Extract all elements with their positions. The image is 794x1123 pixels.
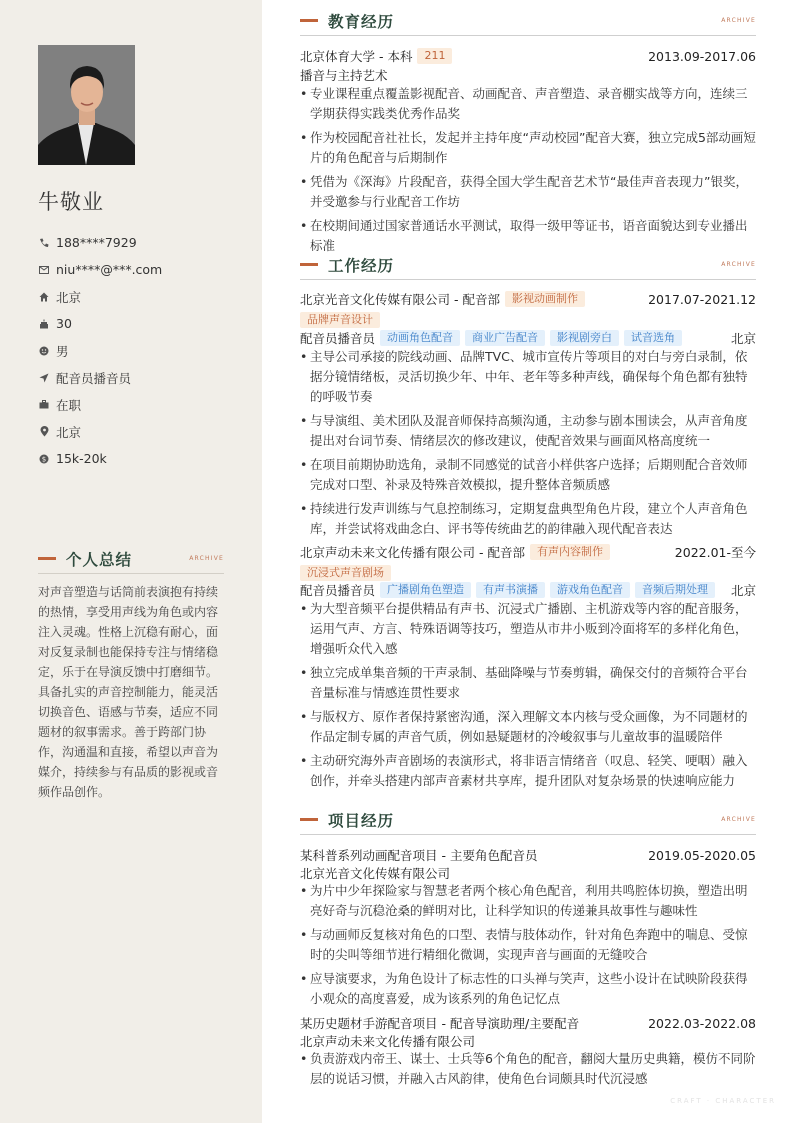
position-row (38, 364, 238, 391)
job-role-row (300, 581, 756, 599)
salary-row (38, 445, 238, 472)
list-item: • 与导演组、美术团队及混音师保持高频沟通，主动参与剧本围读会，从声音角度提出对台词节奏、情绪层次的修改建议，使配音效果与画面风格高度统一 (300, 411, 756, 451)
skill-tag: 有声书演播 (476, 582, 545, 598)
project-org-row (300, 1032, 756, 1050)
phone-row (38, 229, 238, 256)
job-location: 北京 (730, 583, 756, 598)
money-icon (38, 453, 50, 465)
job-tag-row (300, 311, 756, 329)
education-school-row (300, 47, 756, 65)
project-period: 2022.03-2022.08 (648, 1015, 756, 1031)
project-org: 北京光音文化传媒有限公司 (300, 866, 451, 881)
job-company-row (300, 290, 756, 308)
school-badge: 211 (417, 48, 452, 64)
project-bullets (300, 881, 756, 1013)
city-text: 北京 (56, 289, 82, 305)
watermark: CRAFT · CHARACTER (670, 1097, 776, 1105)
company-name: 北京声动未来文化传播有限公司 - 配音部 (300, 545, 525, 560)
salary-text: 15k-20k (56, 451, 107, 466)
summary-archive-label: ARCHIVE (189, 555, 224, 562)
project-period: 2019.05-2020.05 (648, 847, 756, 863)
list-item: • 为片中少年探险家与智慧老者两个核心角色配音，利用共鸣腔体切换，塑造出明亮好奇与沉稳沧桑的鲜明对比，让科学知识的传递兼具故事性与趣味性 (300, 881, 756, 921)
list-item: • 主导公司承接的院线动画、品牌TVC、城市宣传片等项目的对白与旁白录制，依据分镜情绪板，灵活切换少年、中年、老年等多种声线，确保每个角色都有独特的呼吸节奏 (300, 347, 756, 407)
company-name: 北京光音文化传媒有限公司 - 配音部 (300, 292, 500, 307)
job-role: 配音员播音员 (300, 583, 376, 598)
email-text: niu****@***.com (56, 262, 163, 277)
list-item: • 凭借为《深海》片段配音，获得全国大学生配音艺术节“最佳声音表现力”银奖，并受邀参与行业配音工作坊 (300, 172, 756, 212)
gender-row (38, 337, 238, 364)
list-item: • 为大型音频平台提供精品有声书、沉浸式广播剧、主机游戏等内容的配音服务，运用气声、方言、特殊语调等技巧，塑造从市井小贩到冷面将军的多样化角色，增强听众代入感 (300, 599, 756, 659)
email-row (38, 256, 238, 283)
sidebar (0, 0, 262, 1123)
city-row (38, 283, 238, 310)
list-item: • 应导演要求，为角色设计了标志性的口头禅与笑声，这些小设计在试映阶段获得小观众的高度喜爱，成为该系列的角色记忆点 (300, 969, 756, 1009)
svg-text:$: $ (41, 455, 47, 463)
company-tag: 有声内容制作 (530, 544, 610, 560)
major-name: 播音与主持艺术 (300, 68, 388, 83)
project-org: 北京声动未来文化传播有限公司 (300, 1034, 476, 1049)
phone-icon (38, 237, 50, 249)
project-org-row (300, 864, 756, 882)
company-tag: 影视动画制作 (505, 291, 585, 307)
summary-text: 对声音塑造与话筒前表演抱有持续的热情，享受用声线为角色或内容注入灵魂。性格上沉稳有耐心，面对反复录制也能保持专注与情绪稳定，乐于在导演反馈中打磨细节。具备扎实的声音控制能力，能灵活切换音色、语感与节奏，适应不同题材的叙事需求。善于跨部门协作，沟通温和直接，希望以声音为媒介，持续参与有品质的影视或音频作品创作。 (38, 585, 219, 799)
skill-tag: 商业广告配音 (465, 330, 545, 346)
heading-accent-bar (300, 19, 318, 22)
summary-heading (38, 544, 224, 574)
gender-text: 男 (56, 343, 69, 359)
education-archive-label: ARCHIVE (721, 17, 756, 24)
location-pin-icon (38, 426, 50, 438)
skill-tag: 试音选角 (624, 330, 682, 346)
skill-tag: 影视剧旁白 (550, 330, 619, 346)
cake-icon (38, 318, 50, 330)
job-location: 北京 (730, 331, 756, 346)
education-title: 教育经历 (328, 12, 395, 31)
project-bullets (300, 1049, 756, 1093)
heading-accent-bar (38, 557, 56, 560)
list-item: • 与版权方、原作者保持紧密沟通，深入理解文本内核与受众画像，为不同题材的作品定制专属的声音气质，例如悬疑题材的冷峻叙事与儿童故事的温暖陪伴 (300, 707, 756, 747)
job-bullets (300, 347, 756, 543)
age-text: 30 (56, 316, 72, 331)
education-major-row (300, 66, 756, 84)
project-title-row (300, 846, 756, 864)
school-name: 北京体育大学 - 本科 (300, 49, 413, 64)
projects-archive-label: ARCHIVE (721, 816, 756, 823)
phone-text: 188****7929 (56, 235, 137, 250)
list-item: • 在校期间通过国家普通话水平测试，取得一级甲等证书，语音面貌达到专业播出标准 (300, 216, 756, 256)
education-heading (300, 6, 756, 36)
list-item: • 在项目前期协助选角，录制不同感觉的试音小样供客户选择；后期则配合音效师完成对口型、补录及特殊音效模拟，提升整体音频质感 (300, 455, 756, 495)
job-role: 配音员播音员 (300, 331, 376, 346)
summary-title: 个人总结 (66, 550, 133, 569)
skill-tag: 广播剧角色塑造 (380, 582, 471, 598)
skill-tag: 动画角色配音 (380, 330, 460, 346)
projects-heading (300, 805, 756, 835)
profile-photo (38, 45, 135, 165)
project-title-row (300, 1014, 756, 1032)
education-period: 2013.09-2017.06 (648, 48, 756, 64)
heading-accent-bar (300, 263, 318, 266)
skill-tag: 游戏角色配音 (550, 582, 630, 598)
list-item: • 作为校园配音社社长，发起并主持年度“声动校园”配音大赛，独立完成5部动画短片的角色配音与后期制作 (300, 128, 756, 168)
home-icon (38, 291, 50, 303)
send-icon (38, 372, 50, 384)
list-item: • 独立完成单集音频的干声录制、基础降噪与节奏剪辑，确保交付的音频符合平台音量标准与情感连贯性要求 (300, 663, 756, 703)
status-row (38, 391, 238, 418)
smile-icon (38, 345, 50, 357)
job-company-row (300, 543, 756, 561)
list-item: • 与动画师反复核对角色的口型、表情与肢体动作，针对角色奔跑中的喘息、受惊时的尖叫等细节进行精细化微调，实现声音与画面的无缝咬合 (300, 925, 756, 965)
job-bullets (300, 599, 756, 795)
work-title: 工作经历 (328, 256, 395, 275)
position-text: 配音员播音员 (56, 370, 132, 386)
list-item: • 持续进行发声训练与气息控制练习，定期复盘典型角色片段，建立个人声音角色库，并尝试将戏曲念白、评书等传统曲艺的韵律融入现代配音表达 (300, 499, 756, 539)
education-bullets (300, 84, 756, 260)
mail-icon (38, 264, 50, 276)
contact-info (38, 229, 238, 472)
expected-city-row (38, 418, 238, 445)
age-row (38, 310, 238, 337)
company-tag: 品牌声音设计 (300, 312, 380, 328)
work-heading (300, 250, 756, 280)
work-archive-label: ARCHIVE (721, 261, 756, 268)
skill-tag: 音频后期处理 (635, 582, 715, 598)
candidate-name: 牛敬业 (38, 190, 104, 214)
list-item: • 负责游戏内帝王、谋士、士兵等6个角色的配音，翻阅大量历史典籍，模仿不同阶层的说话习惯，并融入古风韵律，使角色台词颇具时代沉浸感 (300, 1049, 756, 1089)
job-period: 2022.01-至今 (674, 545, 756, 560)
project-name: 某科普系列动画配音项目 - 主要角色配音员 (300, 848, 538, 863)
company-tag: 沉浸式声音剧场 (300, 565, 391, 581)
job-tag-row (300, 564, 756, 582)
list-item: • 专业课程重点覆盖影视配音、动画配音、声音塑造、录音棚实战等方向，连续三学期获得实践类优秀作品奖 (300, 84, 756, 124)
job-role-row (300, 329, 756, 347)
job-period: 2017.07-2021.12 (648, 291, 756, 307)
briefcase-icon (38, 399, 50, 411)
expected-city-text: 北京 (56, 424, 82, 440)
heading-accent-bar (300, 818, 318, 821)
project-name: 某历史题材手游配音项目 - 配音导演助理/主要配音 (300, 1016, 580, 1031)
list-item: • 主动研究海外声音剧场的表演形式，将非语言情绪音（叹息、轻笑、哽咽）融入创作，并牵头搭建内部声音素材共享库，提升团队对复杂场景的快速响应能力 (300, 751, 756, 791)
projects-title: 项目经历 (328, 811, 395, 830)
status-text: 在职 (56, 397, 82, 413)
